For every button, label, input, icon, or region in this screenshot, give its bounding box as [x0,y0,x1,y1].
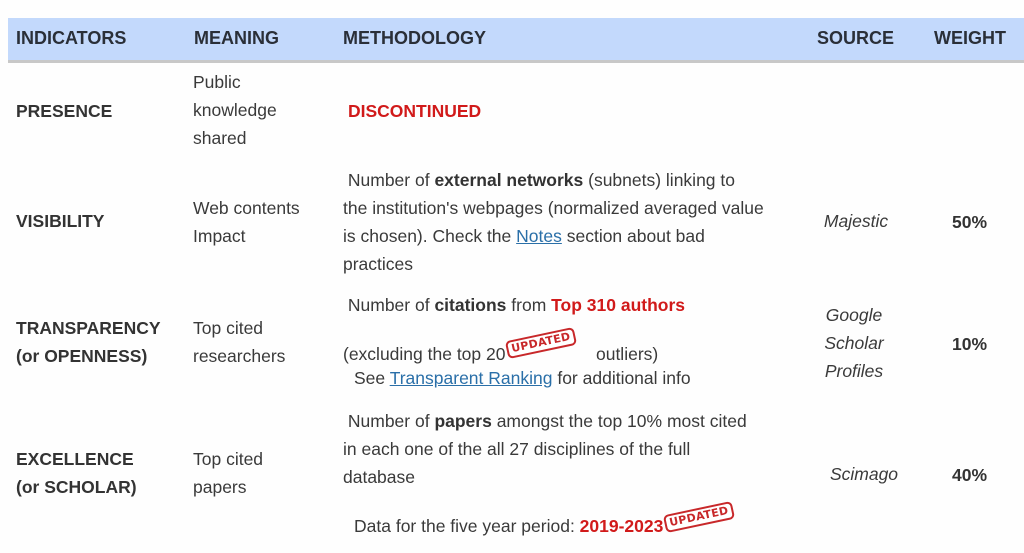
indicator-line: (or SCHOLAR) [16,477,137,497]
text: Number of [347,170,435,190]
indicator-label [16,445,137,501]
top-authors-highlight: Top 310 authors [551,295,686,315]
meaning-line: Top cited [193,318,264,338]
text: Data for the five year period: [354,516,580,536]
source-text: Majestic [823,211,889,231]
meaning-line: shared [193,128,247,148]
updated-stamp-icon: UPDATED [505,327,577,359]
discontinued-status: DISCONTINUED [348,101,482,121]
text: is chosen). Check the [343,226,517,246]
text: for additional info [552,368,691,388]
meaning-text [193,194,300,250]
methodology-text [343,291,803,392]
text: (excluding the top 20 [343,344,506,364]
source-text: Scimago [829,464,899,484]
meaning-line: Public [193,72,241,92]
text: section about bad [561,226,705,246]
source-text [798,301,910,385]
text: database [343,467,416,487]
text: Number of [347,411,435,431]
transparent-ranking-link[interactable]: Transparent Ranking [389,368,553,388]
text: (subnets) linking to [583,170,735,190]
header-source: SOURCE [817,28,895,48]
text: from [506,295,552,315]
methodology-text [343,166,803,278]
meaning-text [193,68,277,152]
source-line: Scholar [824,333,884,353]
updated-stamp-icon: UPDATED [663,501,735,533]
indicator-line: TRANSPARENCY [16,318,161,338]
indicator-line: EXCELLENCE [16,449,134,469]
meaning-text [193,314,285,370]
header-meaning: MEANING [194,28,279,48]
indicator-label: VISIBILITY [16,211,105,231]
header-weight: WEIGHT [934,28,1006,48]
header-indicators: INDICATORS [16,28,127,48]
meaning-line: papers [193,477,247,497]
bold-term: external networks [434,170,584,190]
year-range-highlight: 2019-2023 [579,516,664,536]
weight-value: 50% [952,212,988,232]
text: See [354,368,390,388]
text: practices [343,254,414,274]
text: amongst the top 10% most cited [491,411,747,431]
table-header [8,18,1024,63]
bold-term: citations [434,295,507,315]
text: the institution's webpages (normalized averaged value [343,198,764,218]
indicator-line: (or OPENNESS) [16,346,148,366]
bold-term: papers [434,411,492,431]
text: Number of [347,295,435,315]
indicator-label: PRESENCE [16,101,113,121]
weight-value: 40% [952,465,988,485]
meaning-line: researchers [193,346,286,366]
meaning-line: Web contents [193,198,300,218]
indicator-label [16,314,161,370]
text: in each one of the all 27 disciplines of the full [343,439,691,459]
meaning-text [193,445,263,501]
methodology-text [343,407,813,540]
source-line: Google [825,305,883,325]
meaning-line: knowledge [193,100,277,120]
meaning-line: Impact [193,226,246,246]
header-methodology: METHODOLOGY [343,28,486,48]
meaning-line: Top cited [193,449,264,469]
weight-value: 10% [952,334,988,354]
notes-link[interactable]: Notes [516,226,562,246]
source-line: Profiles [824,361,884,381]
text: outliers) [595,344,659,364]
